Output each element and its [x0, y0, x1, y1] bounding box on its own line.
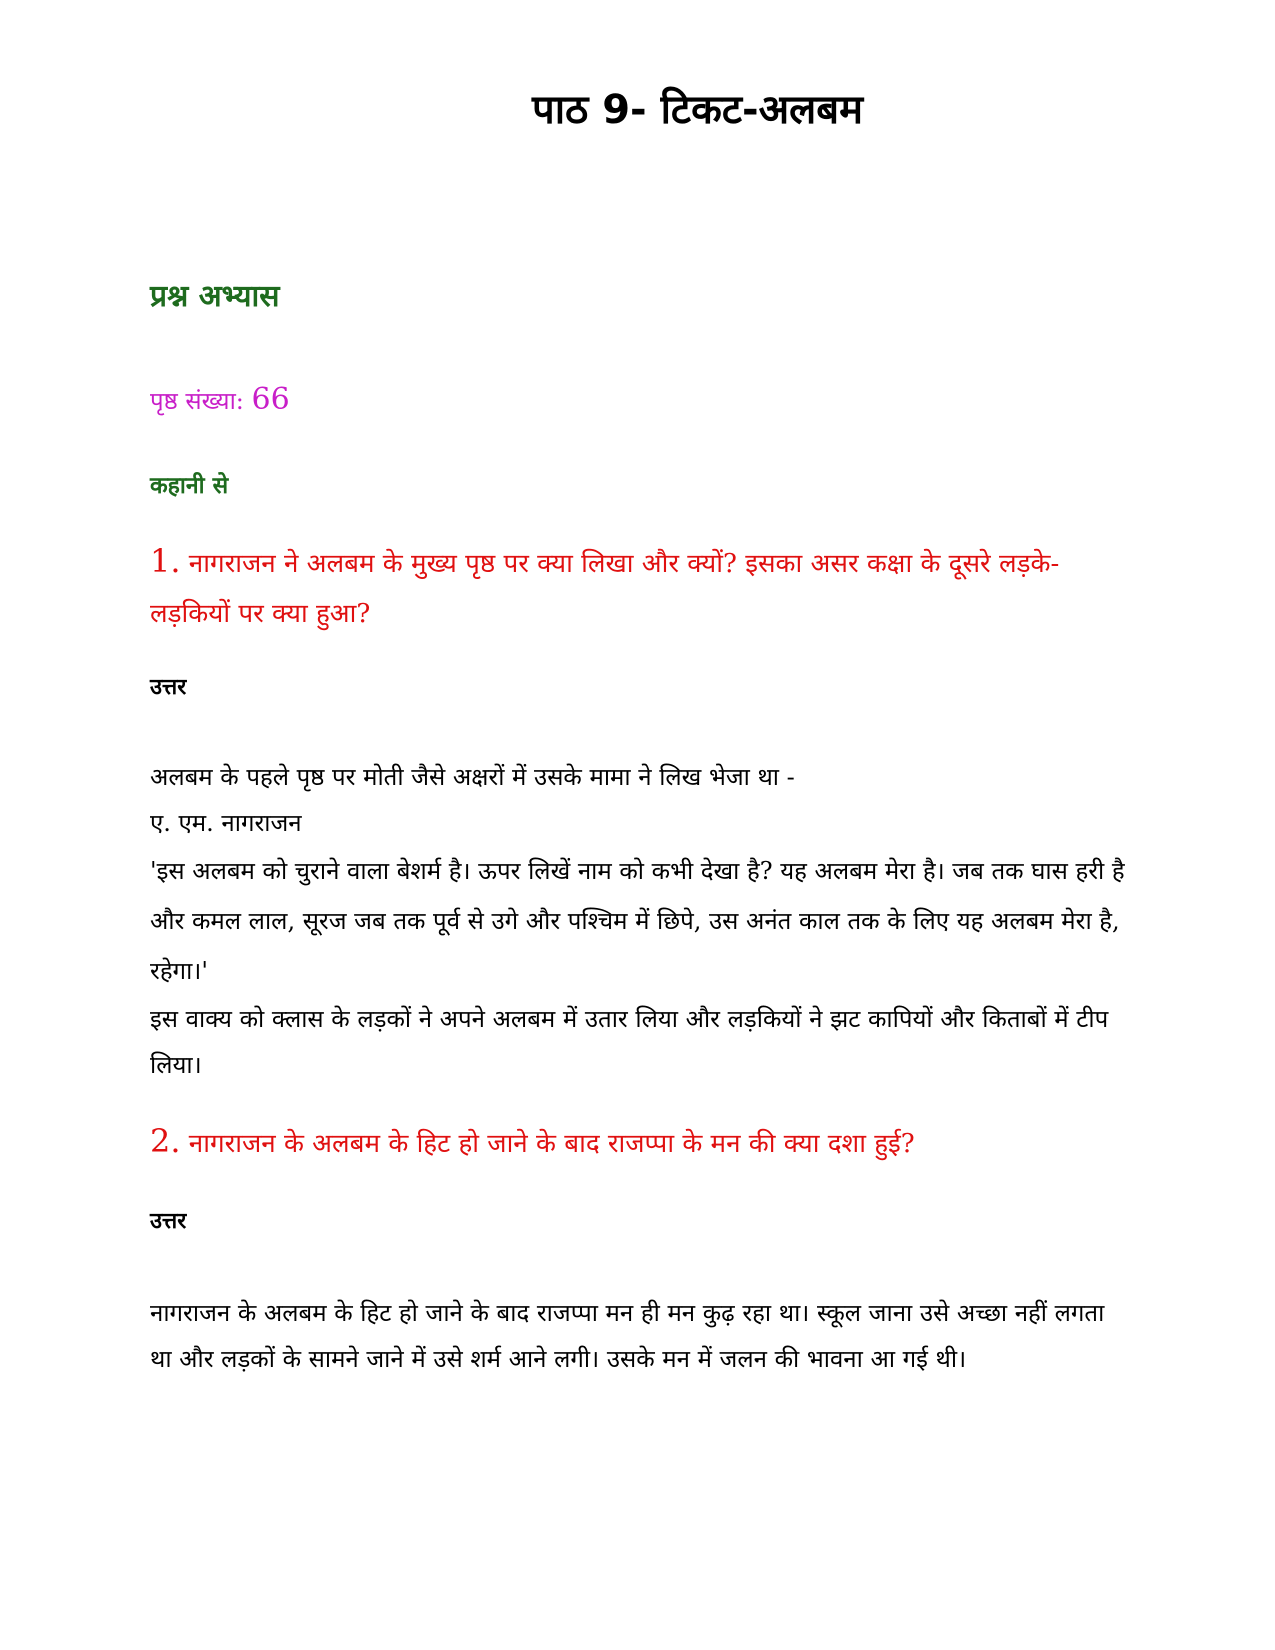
answer-2-label: उत्तर	[150, 1208, 187, 1234]
question-2-text: नागराजन के अलबम के हिट हो जाने के बाद राजप्पा के मन की क्या दशा हुई?	[188, 1129, 915, 1159]
answer-1	[150, 754, 1125, 1088]
page-number-value: 66	[251, 382, 290, 417]
question-2-number: 2.	[150, 1122, 181, 1160]
question-1-text: नागराजन ने अलबम के मुख्य पृष्ठ पर क्या लिखा और क्यों? इसका असर कक्षा के दूसरे लड़के-लड़कियों पर क्या हुआ?	[150, 549, 1060, 629]
answer-2-line-1: नागराजन के अलबम के हिट हो जाने के बाद राजप्पा मन ही मन कुढ़ रहा था। स्कूल जाना उसे अच्छा नहीं लगता था और लड़कों के सामने जाने में उसे शर्म आने लगी। उसके मन में जलन की भावना आ गई थी।	[150, 1299, 1105, 1373]
section-heading: प्रश्न अभ्यास	[150, 279, 280, 314]
answer-1-line-3: 'इस अलबम को चुराने वाला बेशर्म है। ऊपर लिखें नाम को कभी देखा है? यह अलबम मेरा है। जब तक घास हरी है और कमल लाल, सूरज जब तक पूर्व से उगे और पश्चिम में छिपे, उस अनंत काल तक के लिए यह अलबम मेरा है, रहेगा।'	[150, 857, 1125, 985]
answer-1-line-2: ए. एम. नागराजन	[150, 809, 302, 837]
page-title: पाठ 9- टिकट-अलबम	[531, 87, 864, 133]
page-number	[150, 380, 290, 421]
answer-1-label: उत्तर	[150, 674, 187, 700]
answer-1-line-4: इस वाक्य को क्लास के लड़कों ने अपने अलबम में उतार लिया और लड़कियों ने झट कापियों और किताबों में टीप लिया।	[150, 1005, 1109, 1079]
sub-heading: कहानी से	[150, 472, 229, 499]
answer-2	[150, 1290, 1125, 1382]
answer-1-line-1: अलबम के पहले पृष्ठ पर मोती जैसे अक्षरों में उसके मामा ने लिख भेजा था -	[150, 763, 795, 791]
page-number-label: पृष्ठ संख्या:	[150, 387, 244, 415]
question-1	[150, 536, 1125, 639]
question-2	[150, 1116, 1125, 1169]
question-1-number: 1.	[150, 542, 181, 580]
